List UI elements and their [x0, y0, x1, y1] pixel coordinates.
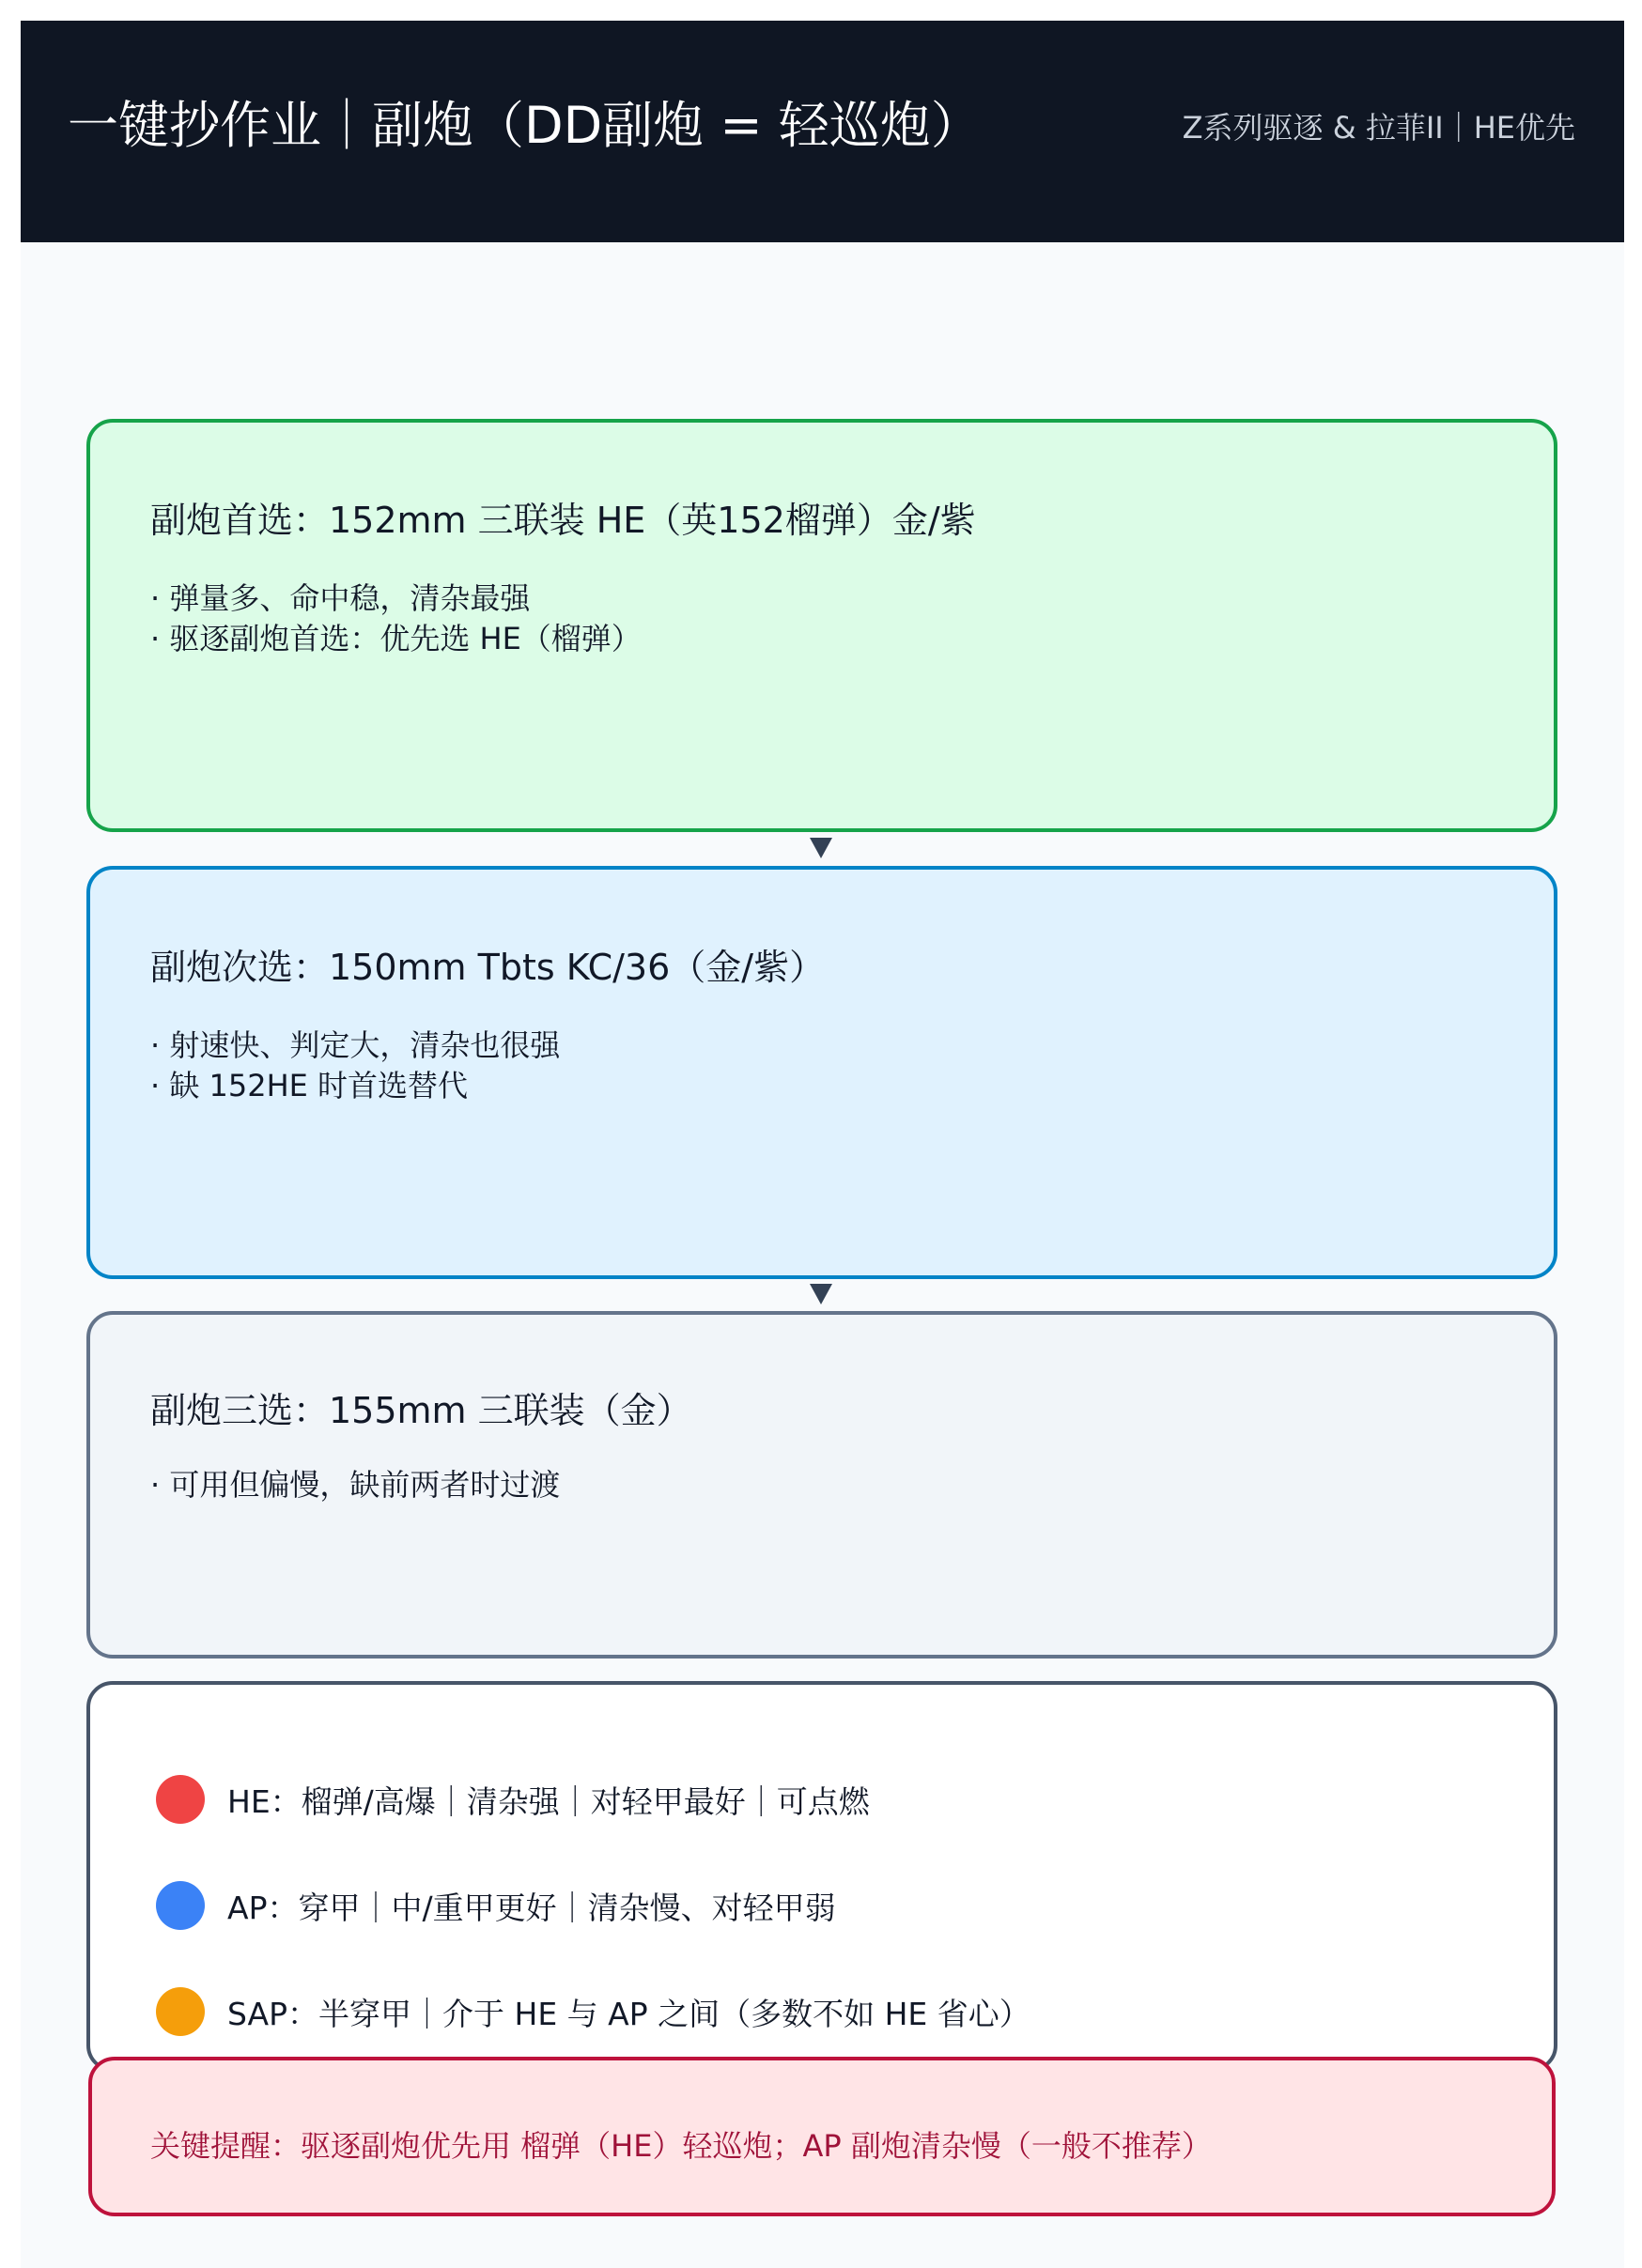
key-reminder-box	[88, 2057, 1556, 2216]
bullet-item: · 可用但偏慢，缺前两者时过渡	[150, 1467, 561, 1503]
header-bar	[21, 21, 1624, 242]
page	[21, 21, 1624, 2268]
first-choice-title: 副炮首选：152mm 三联装 HE（英152榴弹）金/紫	[150, 500, 976, 541]
second-choice-title: 副炮次选：150mm Tbts KC/36（金/紫）	[150, 947, 826, 988]
key-reminder-text: 关键提醒：驱逐副炮优先用 榴弹（HE）轻巡炮；AP 副炮清杂慢（一般不推荐）	[150, 2128, 1212, 2164]
second-choice-card	[86, 866, 1557, 1279]
second-choice-bullets	[150, 1026, 560, 1106]
he-dot-icon	[156, 1775, 205, 1824]
page-subtitle: Z系列驱逐 & 拉菲II｜HE优先	[1182, 110, 1575, 146]
third-choice-bullets	[150, 1465, 560, 1505]
bullet-item: · 射速快、判定大，清杂也很强	[150, 1027, 561, 1063]
legend-text-sap: SAP：半穿甲｜介于 HE 与 AP 之间（多数不如 HE 省心）	[227, 1995, 1030, 2032]
ap-dot-icon	[156, 1881, 205, 1930]
legend-row-he	[156, 1773, 870, 1826]
bullet-item: · 弹量多、命中稳，清杂最强	[150, 580, 531, 616]
sap-dot-icon	[156, 1987, 205, 2036]
legend-row-sap	[156, 1985, 1030, 2038]
flow-arrow-icon	[810, 838, 832, 858]
bullet-item: · 缺 152HE 时首选替代	[150, 1068, 469, 1103]
legend-row-ap	[156, 1879, 836, 1932]
legend-text-he: HE：榴弹/高爆｜清杂强｜对轻甲最好｜可点燃	[227, 1782, 870, 1820]
first-choice-bullets	[150, 579, 642, 659]
bullet-item: · 驱逐副炮首选：优先选 HE（榴弹）	[150, 621, 642, 656]
ammo-legend-card	[86, 1681, 1557, 2072]
third-choice-card	[86, 1311, 1557, 1659]
legend-text-ap: AP：穿甲｜中/重甲更好｜清杂慢、对轻甲弱	[227, 1889, 836, 1926]
flow-arrow-icon	[810, 1284, 832, 1304]
page-title: 一键抄作业｜副炮（DD副炮 = 轻巡炮）	[68, 96, 982, 155]
third-choice-title: 副炮三选：155mm 三联装（金）	[150, 1390, 692, 1431]
first-choice-card	[86, 419, 1557, 832]
